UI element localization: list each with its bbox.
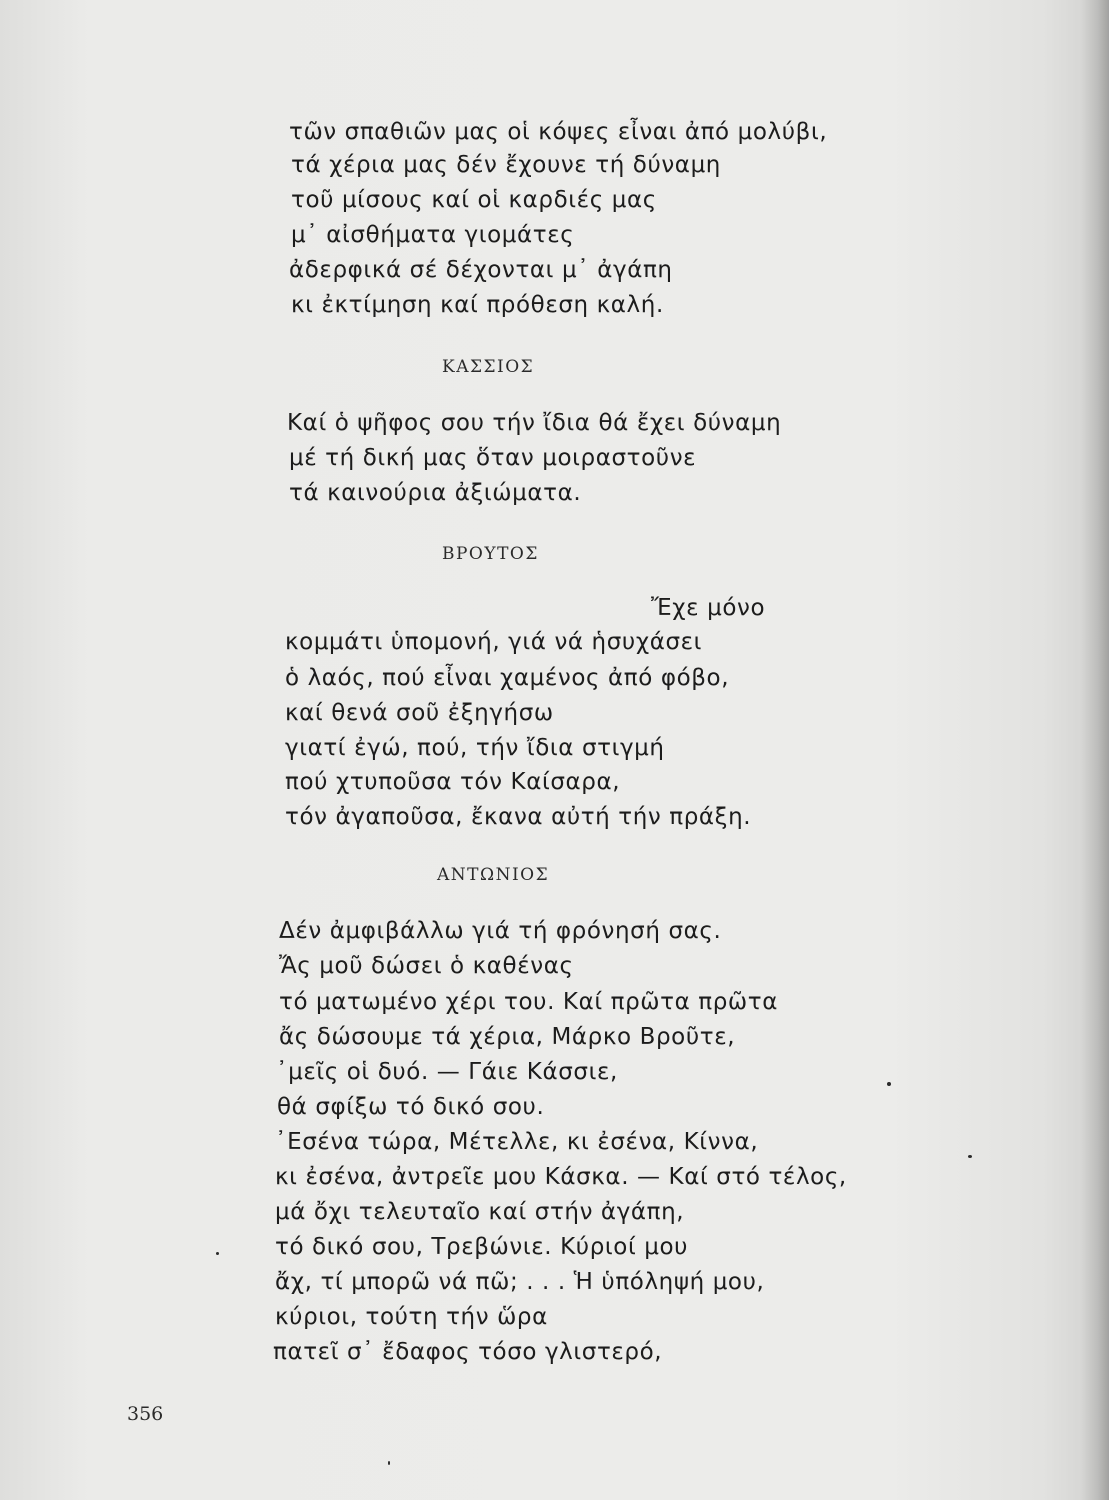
verse-line: μέ τή δική μας ὅταν μοιραστοῦνε — [289, 445, 697, 471]
verse-line: τά χέρια μας δέν ἔχουνε τή δύναμη — [291, 152, 721, 178]
speaker-name: ΑΝΤΩΝΙΟΣ — [437, 865, 550, 885]
page-number: 356 — [127, 1403, 164, 1425]
verse-line: ᾽μεῖς οἱ δυό. — Γάιε Κάσσιε, — [276, 1059, 618, 1085]
verse-line: καί θενά σοῦ ἐξηγήσω — [285, 700, 554, 726]
verse-line: κομμάτι ὑπομονή, γιά νά ἡσυχάσει — [285, 629, 703, 655]
page-edge-shadow — [1081, 0, 1109, 1500]
verse-line: ᾽Εσένα τώρα, Μέτελλε, κι ἐσένα, Κίννα, — [275, 1129, 759, 1155]
verse-line: κύριοι, τούτη τήν ὥρα — [275, 1304, 548, 1330]
scan-speck — [388, 1461, 390, 1465]
verse-line: μ᾽ αἰσθήματα γιομάτες — [291, 222, 575, 248]
verse-line: Δέν ἀμφιβάλλω γιά τή φρόνησή σας. — [279, 918, 722, 944]
verse-line: Ἄς μοῦ δώσει ὁ καθένας — [279, 953, 574, 979]
verse-line: μά ὄχι τελευταῖο καί στήν ἀγάπη, — [275, 1199, 685, 1225]
verse-line: πατεῖ σ᾽ ἔδαφος τόσο γλιστερό, — [273, 1339, 663, 1365]
speaker-name: ΒΡΟΥΤΟΣ — [442, 544, 539, 564]
verse-line: κι ἐσένα, ἀντρεῖε μου Κάσκα. — Καί στό τέλος, — [275, 1164, 847, 1190]
verse-line: Ἔχε μόνο — [651, 595, 766, 621]
verse-line: θά σφίξω τό δικό σου. — [277, 1094, 545, 1120]
verse-line: ὁ λαός, πού εἶναι χαμένος ἀπό φόβο, — [285, 665, 730, 691]
verse-line: ἀδερφικά σέ δέχονται μ᾽ ἀγάπη — [289, 257, 673, 283]
verse-line: τό δικό σου, Τρεβώνιε. Κύριοί μου — [275, 1234, 689, 1260]
verse-line: τόν ἀγαποῦσα, ἔκανα αὐτή τήν πράξη. — [285, 804, 752, 830]
verse-line: ἄχ, τί μπορῶ νά πῶ; . . . Ἡ ὑπόληψή μου, — [275, 1269, 765, 1295]
verse-line: τά καινούρια ἀξιώματα. — [289, 480, 582, 506]
scan-speck — [887, 1082, 891, 1086]
verse-line: ἄς δώσουμε τά χέρια, Μάρκο Βροῦτε, — [279, 1024, 736, 1050]
verse-line: κι ἐκτίμηση καί πρόθεση καλή. — [291, 292, 664, 318]
verse-line: τό ματωμένο χέρι του. Καί πρῶτα πρῶτα — [279, 989, 778, 1015]
verse-line: Καί ὁ ψῆφος σου τήν ἴδια θά ἔχει δύναμη — [287, 410, 782, 436]
verse-line: γιατί ἐγώ, πού, τήν ἴδια στιγμή — [285, 735, 665, 761]
scan-speck — [216, 1252, 219, 1255]
verse-line: πού χτυποῦσα τόν Καίσαρα, — [285, 769, 621, 795]
verse-line: τῶν σπαθιῶν μας οἱ κόψες εἶναι ἀπό μολύβι, — [289, 119, 828, 145]
speaker-name: ΚΑΣΣΙΟΣ — [442, 357, 535, 377]
scan-speck — [968, 1155, 972, 1158]
verse-line: τοῦ μίσους καί οἱ καρδιές μας — [291, 187, 657, 213]
